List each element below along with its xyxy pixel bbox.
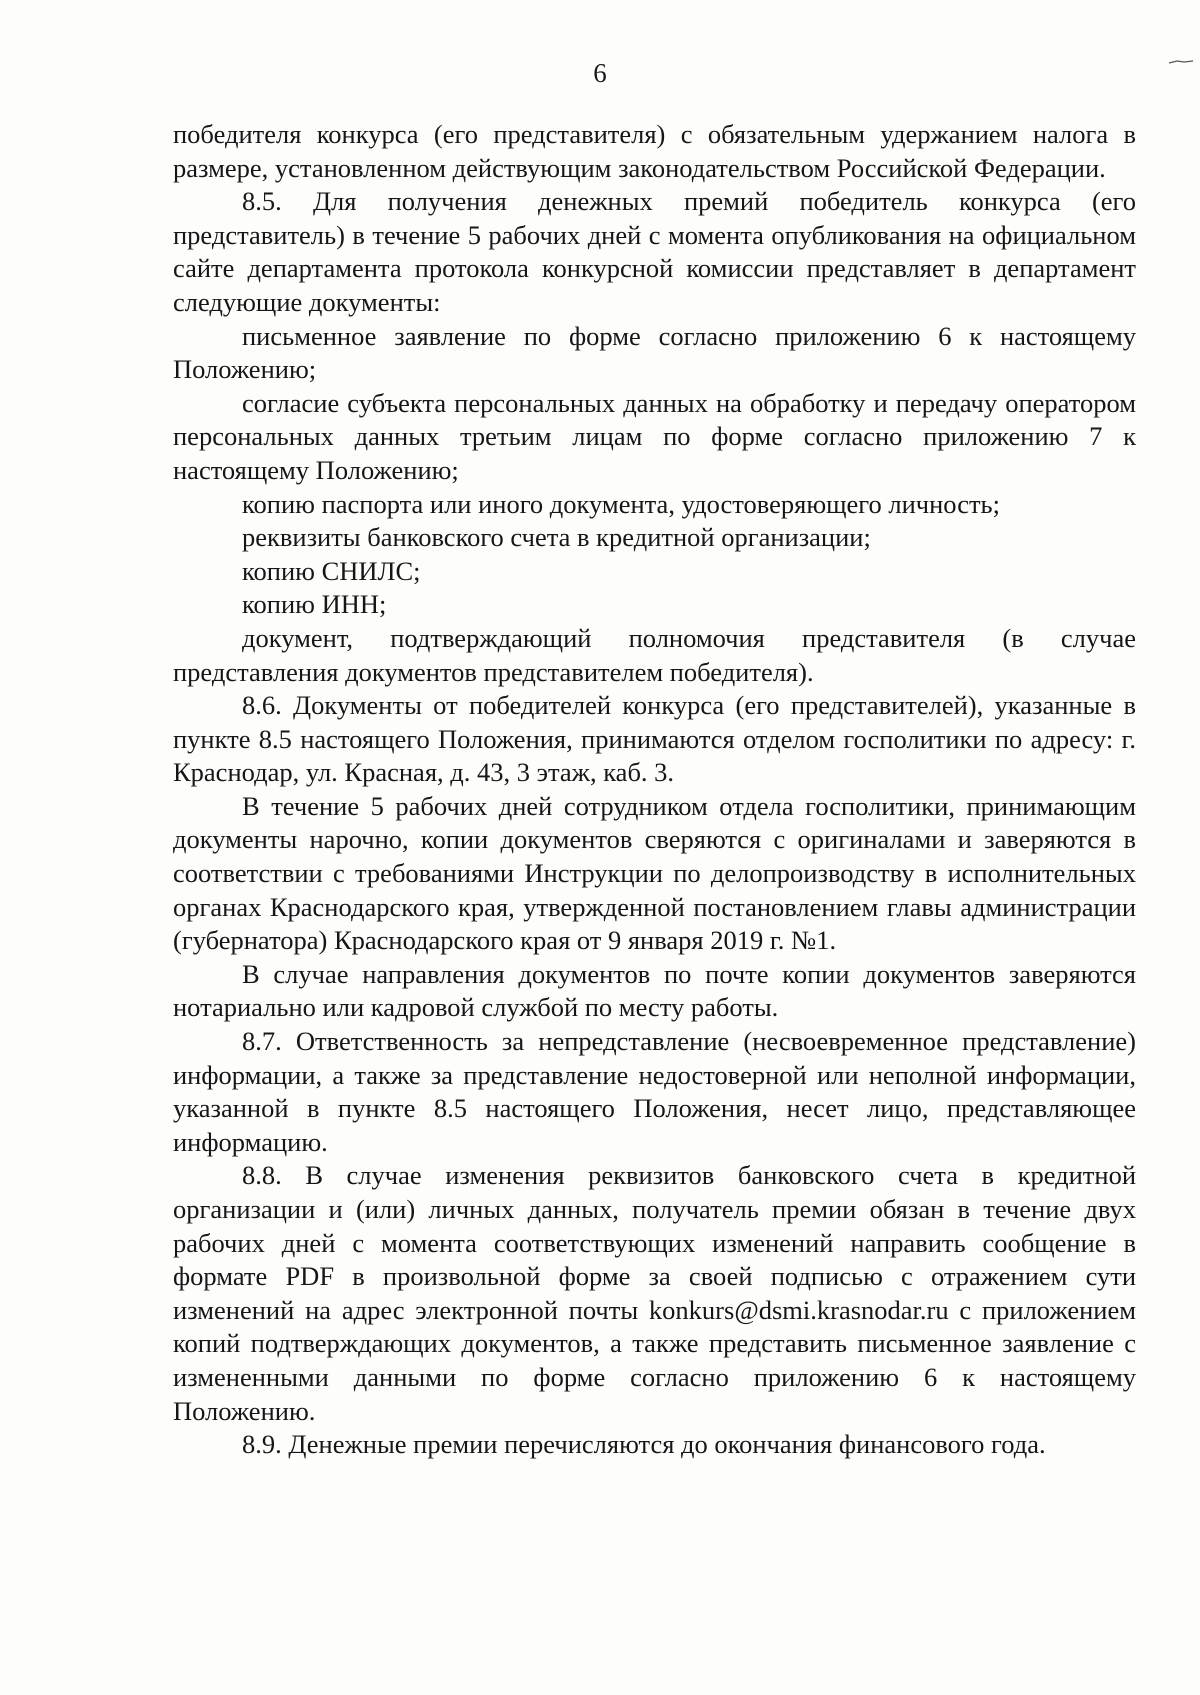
list-item-passport: копию паспорта или иного документа, удостоверяющего личность; bbox=[242, 488, 1001, 519]
list-item-inn: копию ИНН; bbox=[242, 589, 387, 620]
list-item-consent: согласие субъекта персональных данных на обработку и передачу оператором персональных данных третьим лицам по форме согласно приложению 7 к настоящему Положению; bbox=[173, 387, 1136, 485]
paragraph-8-8: 8.8. В случае изменения реквизитов банковского счета в кредитной организации и (или) личных данных, получатель премии обязан в течение двух рабочих дней с момента соответствующих изменений направить сообщение в формате PDF в произвольной форме за своей подписью с отражением сути изменений на адрес электронной почты konkurs@dsmi.krasnodar.ru с приложением копий подтверждающих документов, а также представить письменное заявление с измененными данными по форме согласно приложению 6 к настоящему Положению. bbox=[173, 1160, 1136, 1426]
paragraph-8-9: 8.9. Денежные премии перечисляются до окончания финансового года. bbox=[242, 1429, 1046, 1460]
paragraph-8-5: 8.5. Для получения денежных премий победитель конкурса (его представитель) в течение 5 рабочих дней с момента опубликования на официальном сайте департамента протокола конкурсной комиссии представляет в департамент следующие документы: bbox=[173, 186, 1136, 317]
paragraph-8-6: 8.6. Документы от победителей конкурса (его представителей), указанные в пункте 8.5 настоящего Положения, принимаются отделом госполитики по адресу: г. Краснодар, ул. Красная, д. 43, 3 этаж, каб. 3. bbox=[173, 690, 1136, 788]
list-item-power-of-attorney: документ, подтверждающий полномочия представителя (в случае представления документов представителем победителя). bbox=[173, 622, 1136, 687]
scan-artifact-mark bbox=[1168, 60, 1194, 64]
paragraph-8-7: 8.7. Ответственность за непредставление (несвоевременное представление) информации, а также за представление недостоверной или неполной информации, указанной в пункте 8.5 настоящего Положения, несет лицо, представляющее информацию. bbox=[173, 1026, 1136, 1157]
list-item-application: письменное заявление по форме согласно приложению 6 к настоящему Положению; bbox=[173, 320, 1136, 385]
paragraph-continuation: победителя конкурса (его представителя) с обязательным удержанием налога в размере, установленном действующим законодательством Российской Федерации. bbox=[173, 119, 1136, 183]
document-body bbox=[173, 118, 1136, 1462]
list-item-snils: копию СНИЛС; bbox=[242, 555, 421, 586]
page-number: 6 bbox=[593, 58, 607, 88]
list-item-bank-details: реквизиты банковского счета в кредитной организации; bbox=[242, 522, 871, 553]
paragraph-8-6-postal: В случае направления документов по почте копии документов заверяются нотариально или кадровой службой по месту работы. bbox=[173, 958, 1136, 1023]
paragraph-8-6-verification: В течение 5 рабочих дней сотрудником отдела госполитики, принимающим документы нарочно, копии документов сверяются с оригиналами и заверяются в соответствии с требованиями Инструкции по делопроизводству в исполнительных органах Краснодарского края, утвержденной постановлением главы администрации (губернатора) Краснодарского края от 9 января 2019 г. №1. bbox=[173, 790, 1136, 956]
